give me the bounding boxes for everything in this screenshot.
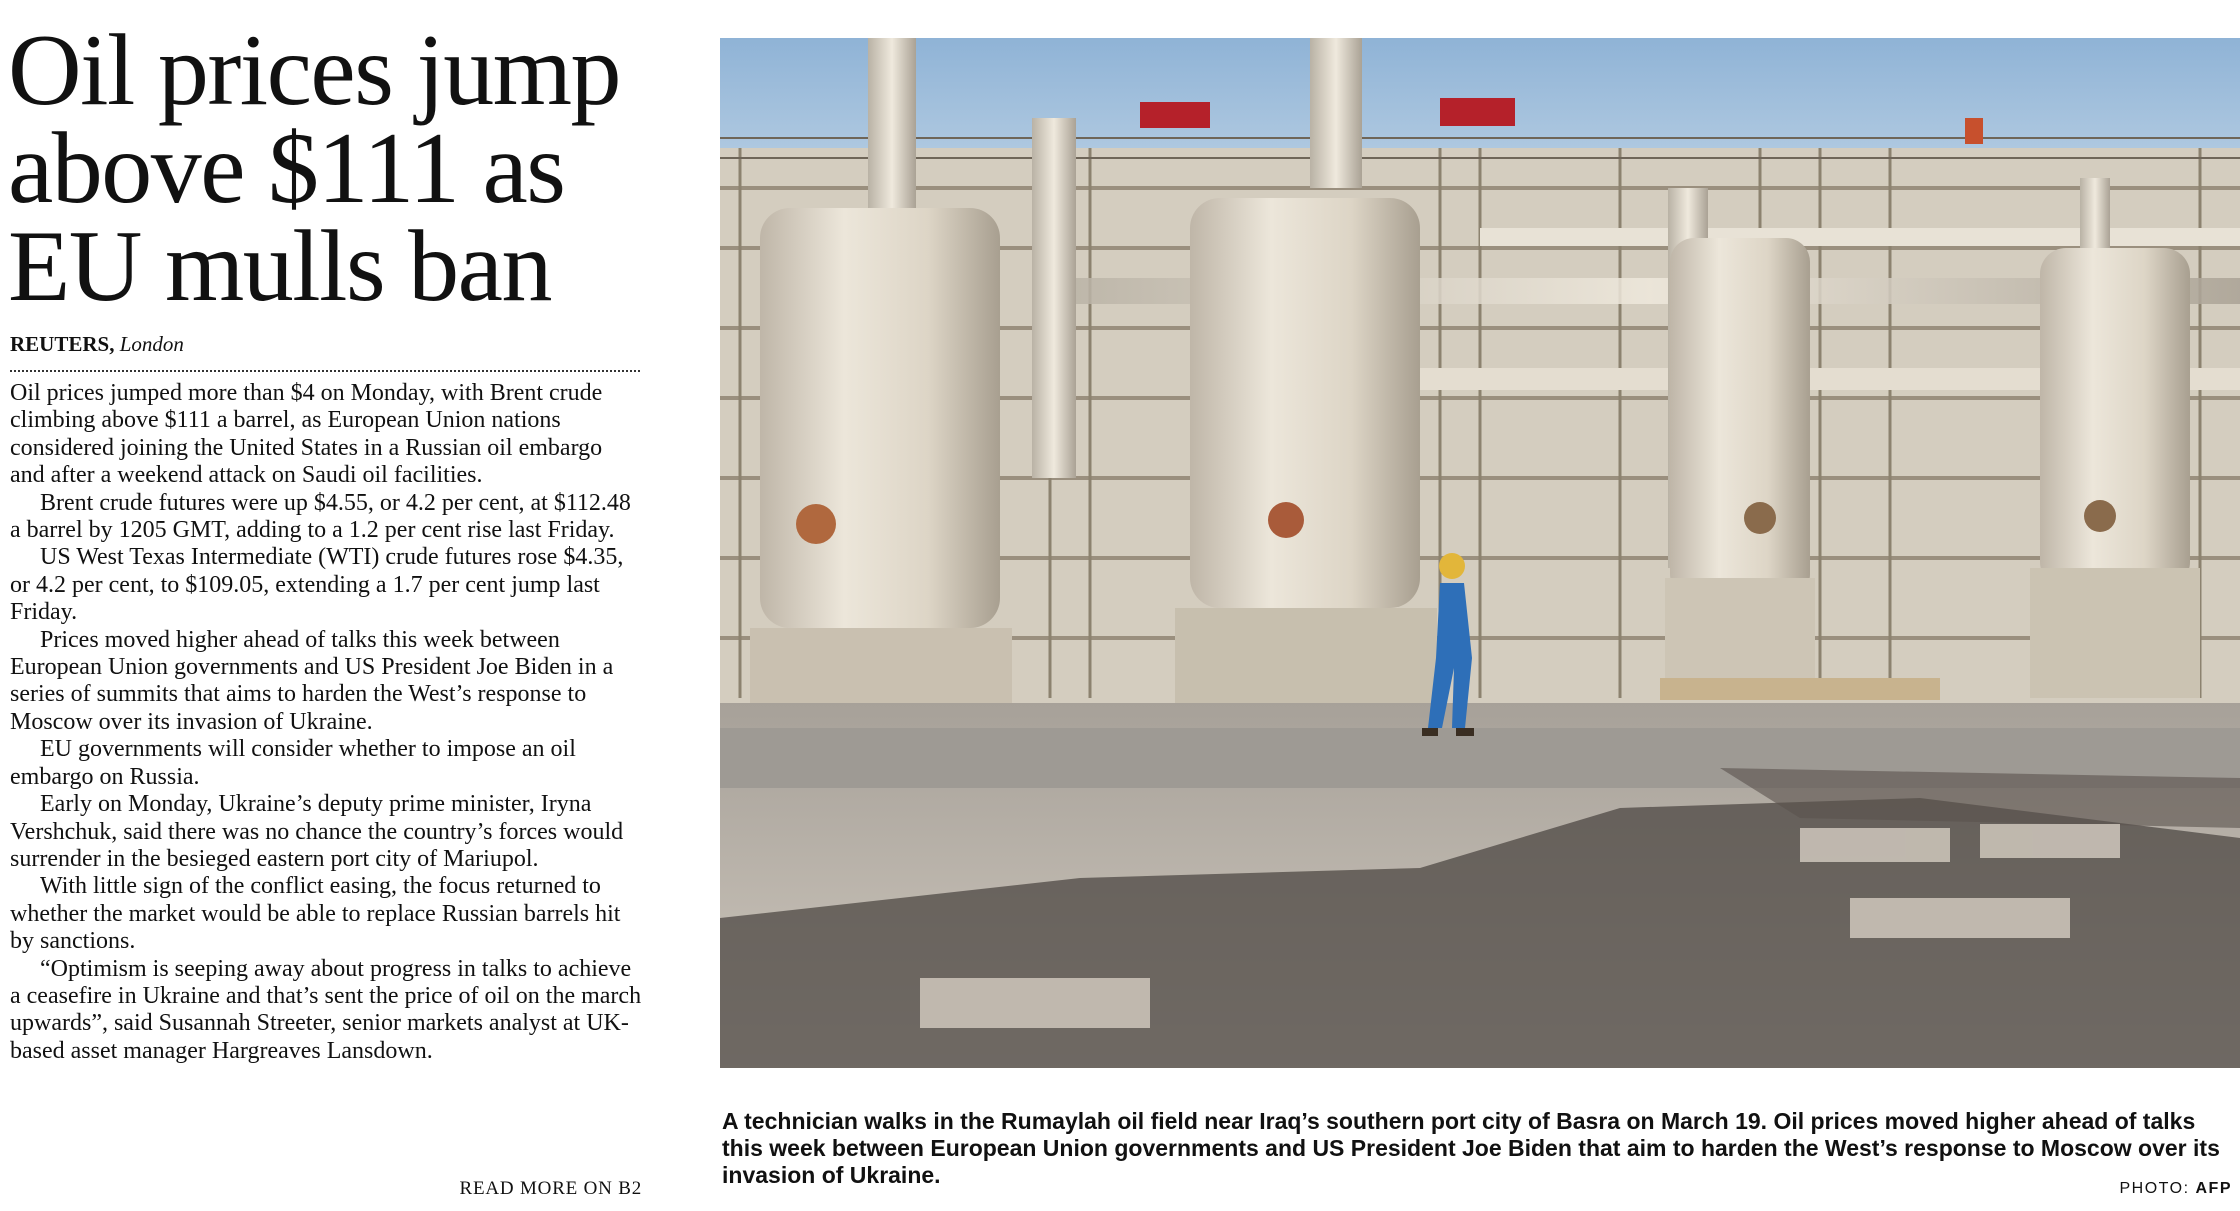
byline: [10, 332, 184, 357]
photo-credit-label: PHOTO:: [2119, 1180, 2190, 1197]
news-photo: [720, 38, 2240, 1068]
article-paragraph: US West Texas Intermediate (WTI) crude futures rose $4.35, or 4.2 per cent, to $109.05, extending a 1.7 per cent jump last Friday.: [10, 544, 624, 626]
article-paragraph: Early on Monday, Ukraine’s deputy prime minister, Iryna Vershchuk, said there was no chance the country’s forces would surrender in the besieged eastern port city of Mariupol.: [10, 791, 624, 872]
article-paragraph: “Optimism is seeping away about progress in talks to achieve a ceasefire in Ukraine and that’s sent the price of oil on the march upwards”, said Susannah Streeter, senior markets analyst at UK-based asset manager Hargreaves Lansdown.: [10, 955, 642, 1064]
article-paragraph: Brent crude futures were up $4.55, or 4.2 per cent, at $112.48 a barrel by 1205 GMT, adding to a 1.2 per cent rise last Friday.: [10, 489, 631, 544]
photo-caption: A technician walks in the Rumaylah oil field near Iraq’s southern port city of Basra on March 19. Oil prices moved higher ahead of talks this week between European Union governments and US President Joe Biden that aim to harden the West’s response to Moscow over its invasion of Ukraine.: [722, 1108, 2220, 1188]
article-body: [10, 380, 642, 1065]
byline-divider: [10, 370, 640, 372]
photo-credit: [2120, 1180, 2233, 1198]
article-paragraph: With little sign of the conflict easing, the focus returned to whether the market would be able to replace Russian barrels hit by sanctions.: [10, 873, 621, 955]
article-paragraph: Oil prices jumped more than $4 on Monday, with Brent crude climbing above $111 a barrel, as European Union nations considered joining the United States in a Russian oil embargo and after a weekend attack on Saudi oil facilities.: [10, 380, 603, 489]
byline-agency: REUTERS,: [10, 332, 115, 356]
article-paragraph: Prices moved higher ahead of talks this week between European Union governments and US President Joe Biden in a series of summits that aims to harden the West’s response to Moscow over its invasion of Ukraine.: [10, 626, 614, 735]
byline-location: London: [119, 332, 184, 356]
photo-credit-source: AFP: [2195, 1180, 2232, 1197]
article-paragraph: EU governments will consider whether to impose an oil embargo on Russia.: [10, 736, 576, 790]
article-headline: Oil prices jump above $111 as EU mulls ban: [8, 14, 621, 323]
read-more-link[interactable]: READ MORE ON B2: [459, 1178, 642, 1199]
